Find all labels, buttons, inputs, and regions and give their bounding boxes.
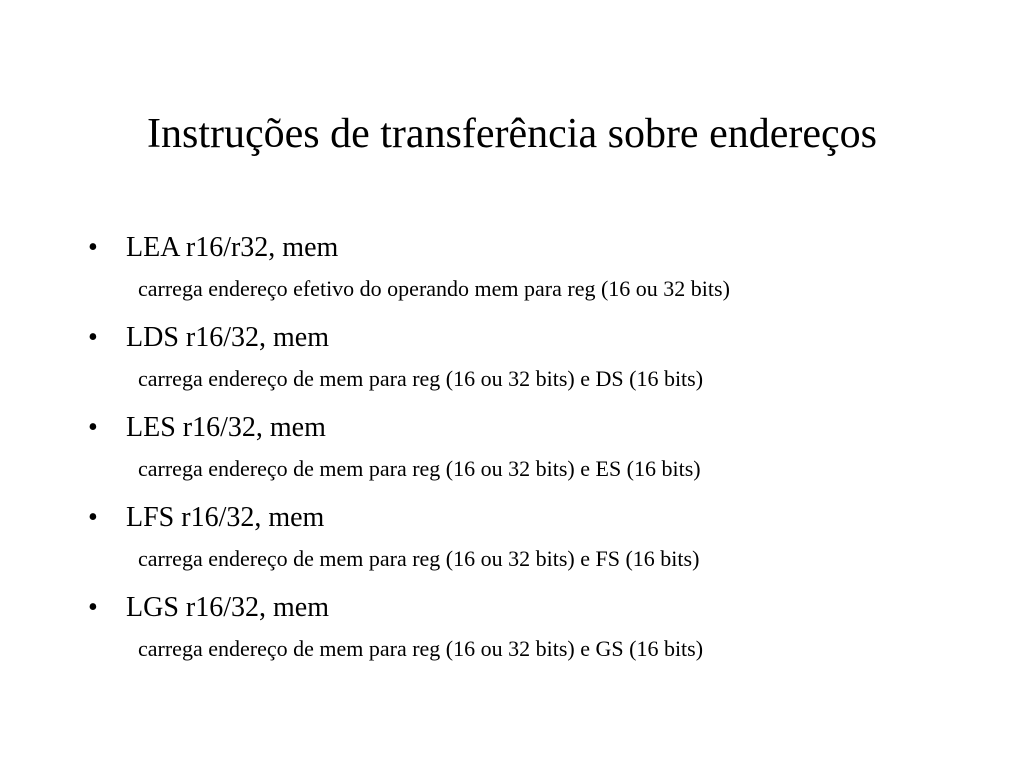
instruction-description: carrega endereço de mem para reg (16 ou 32 bits) e GS (16 bits) xyxy=(138,636,704,661)
bullet-icon: • xyxy=(88,322,98,353)
instruction-description: carrega endereço efetivo do operando mem para reg (16 ou 32 bits) xyxy=(138,276,730,301)
bullet-icon: • xyxy=(88,412,98,443)
instruction-text: LES r16/32, mem xyxy=(126,412,326,443)
slide-title: Instruções de transferência sobre endereços xyxy=(147,111,877,157)
instruction-text: LEA r16/r32, mem xyxy=(126,232,339,263)
instruction-text: LGS r16/32, mem xyxy=(126,592,329,623)
instruction-description: carrega endereço de mem para reg (16 ou 32 bits) e DS (16 bits) xyxy=(138,366,704,391)
bullet-icon: • xyxy=(88,592,98,623)
bullet-icon: • xyxy=(88,502,98,533)
instruction-description: carrega endereço de mem para reg (16 ou 32 bits) e FS (16 bits) xyxy=(138,546,700,571)
instruction-description: carrega endereço de mem para reg (16 ou 32 bits) e ES (16 bits) xyxy=(138,456,701,481)
instruction-text: LDS r16/32, mem xyxy=(126,322,329,353)
instruction-text: LFS r16/32, mem xyxy=(126,502,325,533)
bullet-icon: • xyxy=(88,232,98,263)
